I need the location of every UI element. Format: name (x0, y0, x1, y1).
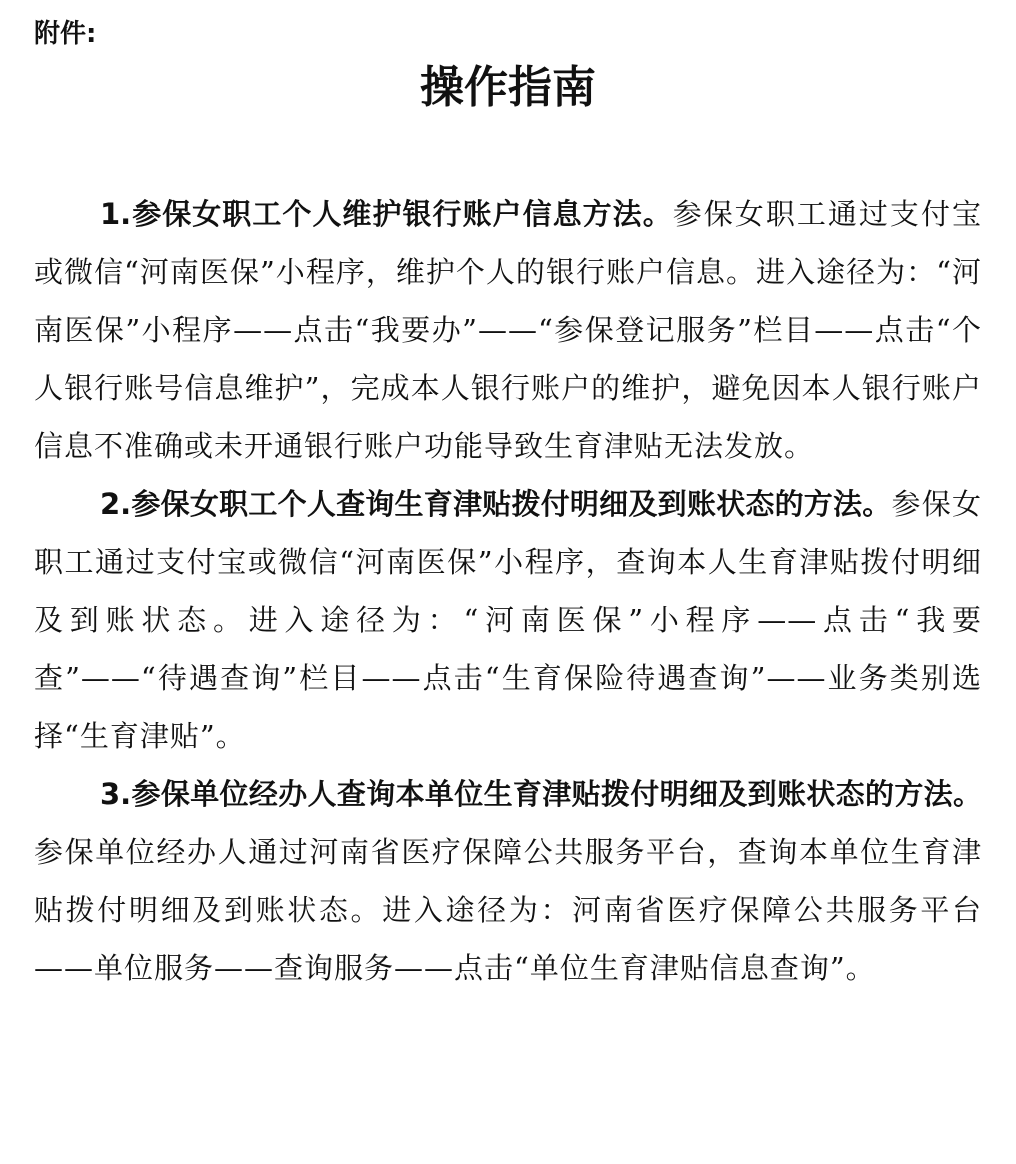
attachment-label: 附件: (34, 19, 97, 49)
section-2-body: 参保女职工通过支付宝或微信“河南医保”小程序，查询本人生育津贴拨付明细及到账状态。进入途径为：“河南医保”小程序——点击“我要查”——“待遇查询”栏目——点击“生育保险待遇查询”——业务类别选择“生育津贴”。 (34, 487, 982, 753)
section-3-body: 参保单位经办人通过河南省医疗保障公共服务平台，查询本单位生育津贴拨付明细及到账状态。进入途径为：河南省医疗保障公共服务平台——单位服务——查询服务——点击“单位生育津贴信息查询”。 (34, 835, 982, 985)
section-3-heading: 3.参保单位经办人查询本单位生育津贴拨付明细及到账状态的方法。 (100, 777, 982, 811)
page-title: 操作指南 (420, 62, 596, 113)
section-1-heading: 1.参保女职工个人维护银行账户信息方法。 (100, 197, 673, 231)
section-1-body: 参保女职工通过支付宝或微信“河南医保”小程序，维护个人的银行账户信息。进入途径为：“河南医保”小程序——点击“我要办”——“参保登记服务”栏目——点击“个人银行账号信息维护”，完成本人银行账户的维护，避免因本人银行账户信息不准确或未开通银行账户功能导致生育津贴无法发放。 (34, 197, 982, 463)
section-2 (34, 475, 982, 765)
section-3 (34, 765, 982, 997)
guide-sections (34, 185, 982, 997)
section-2-heading: 2.参保女职工个人查询生育津贴拨付明细及到账状态的方法。 (100, 487, 892, 521)
section-1 (34, 185, 982, 475)
